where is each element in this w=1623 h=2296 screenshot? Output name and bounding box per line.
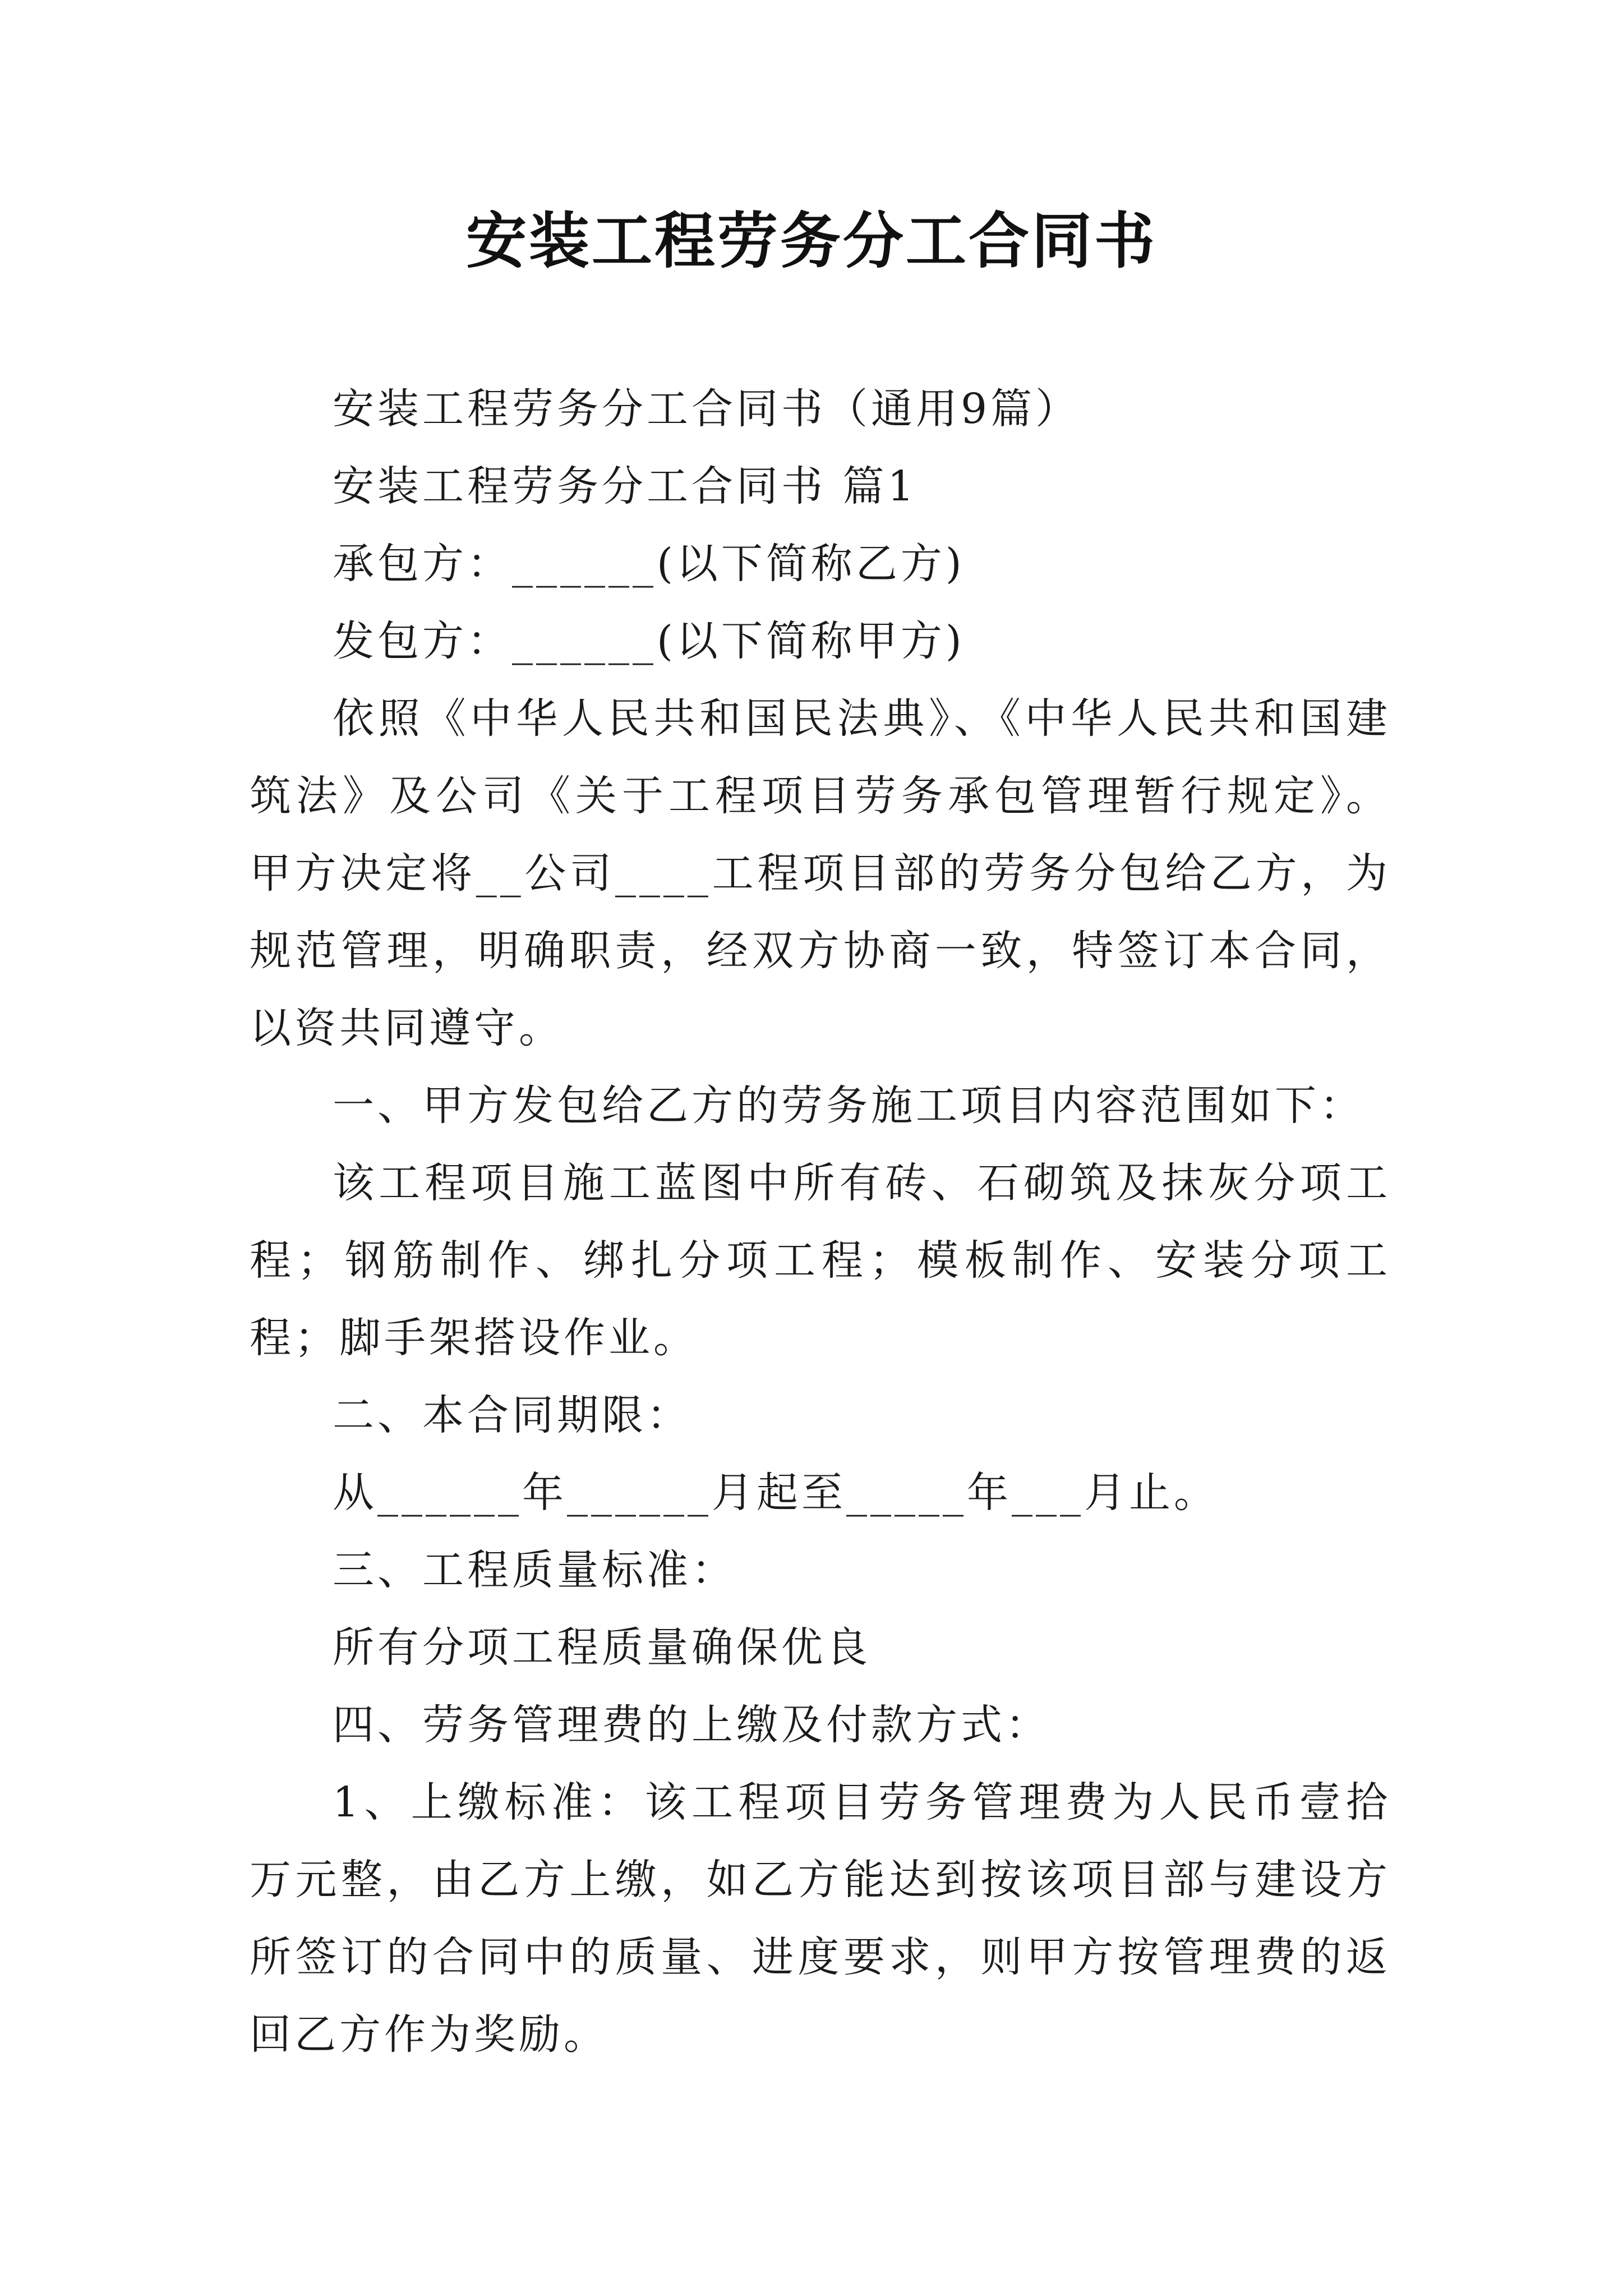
paragraph-section-heading: 安装工程劳务分工合同书 篇1 bbox=[333, 462, 917, 510]
paragraph-clause-4-heading: 四、劳务管理费的上缴及付款方式： bbox=[333, 1701, 1050, 1749]
paragraph-employer: 发包方：______(以下简称甲方) bbox=[333, 617, 965, 665]
document-body bbox=[250, 370, 1391, 2073]
paragraph-clause-4-body: 1、上缴标准：该工程项目劳务管理费为人民币壹拾万元整，由乙方上缴，如乙方能达到按该项目部与建设方所签订的合同中的质量、进度要求，则甲方按管理费的返回乙方作为奖励。 bbox=[250, 1778, 1391, 2059]
paragraph-clause-1-heading: 一、甲方发包给乙方的劳务施工项目内容范围如下： bbox=[333, 1082, 1364, 1130]
paragraph-preamble: 依照《中华人民共和国民法典》、《中华人民共和国建筑法》及公司《关于工程项目劳务承包管理暂行规定》。甲方决定将__公司____工程项目部的劳务分包给乙方，为规范管理，明确职责，经双方协商一致，特签订本合同，以资共同遵守。 bbox=[250, 694, 1391, 1052]
paragraph-contractor: 承包方：______(以下简称乙方) bbox=[333, 540, 965, 588]
paragraph-subtitle: 安装工程劳务分工合同书（通用9篇） bbox=[333, 385, 1081, 433]
paragraph-clause-2-heading: 二、本合同期限： bbox=[333, 1391, 691, 1439]
paragraph-clause-3-heading: 三、工程质量标准： bbox=[333, 1546, 736, 1594]
document-title: 安装工程劳务分工合同书 bbox=[465, 206, 1157, 277]
paragraph-clause-3-body: 所有分项工程质量确保优良 bbox=[333, 1623, 871, 1672]
paragraph-clause-2-body: 从______年______月起至_____年___月止。 bbox=[333, 1469, 1219, 1517]
paragraph-clause-1-body: 该工程项目施工蓝图中所有砖、石砌筑及抹灰分项工程；钢筋制作、绑扎分项工程；模板制作、安装分项工程；脚手架搭设作业。 bbox=[250, 1159, 1391, 1362]
